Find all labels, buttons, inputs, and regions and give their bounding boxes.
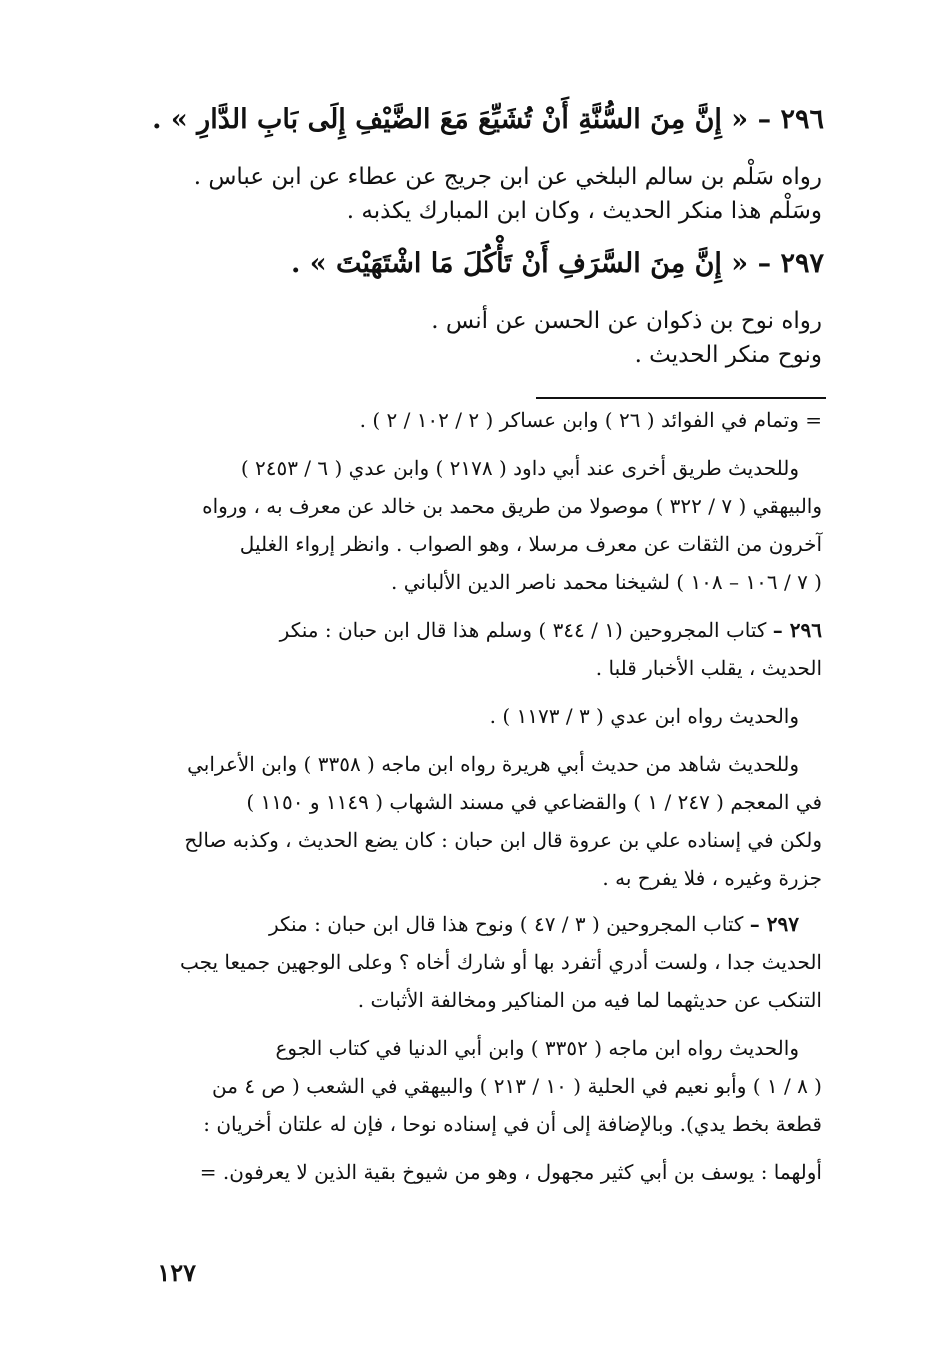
footnote-line: والحديث رواه ابن عدي ( ٣ / ١١٧٣ ) .: [489, 704, 799, 728]
footnote-number: ٢٩٦ –: [772, 618, 822, 642]
footnote-line: ولكن في إسناده علي بن عروة قال ابن حبان : كان يضع الحديث ، وكذبه صالح: [184, 828, 822, 852]
footnote-text: كتاب المجروحين (١ / ٣٤٤ ) وسلم هذا قال ابن حبان : منكر: [279, 618, 773, 642]
footnote-line: ( ٨ / ١ ) وأبو نعيم في الحلية ( ١٠ / ٢١٣ ) والبيهقي في الشعب ( ص ٤ من: [212, 1074, 822, 1098]
footnote-line: جزرة وغيره ، فلا يفرح به .: [602, 866, 822, 890]
hadith-296: ٢٩٦ – « إِنَّ مِنَ السُّنَّةِ أَنْ تُشَيِّعَ مَعَ الضَّيْفِ إِلَى بَابِ الدَّارِ » .: [152, 104, 824, 135]
footnote-297: [269, 912, 799, 936]
footnote-line: ( ٧ / ١٠٦ – ١٠٨ ) لشيخنا محمد ناصر الدين الألباني .: [391, 570, 822, 594]
hadith-297: ٢٩٧ – « إِنَّ مِنَ السَّرَفِ أَنْ تَأْكُلَ مَا اشْتَهَيْتَ » .: [290, 248, 824, 279]
footnote-line: = وتمام في الفوائد ( ٢٦ ) وابن عساكر ( ٢ / ١٠٢ / ٢ ) .: [359, 408, 822, 432]
hadith-297-narration: رواه نوح بن ذكوان عن الحسن عن أنس .: [431, 308, 822, 334]
footnote-line: وللحديث طريق أخرى عند أبي داود ( ٢١٧٨ ) وابن عدي ( ٦ / ٢٤٥٣ ): [240, 456, 799, 480]
footnote-separator: [536, 397, 826, 399]
hadith-296-narration: رواه سَلْم بن سالم البلخي عن ابن جريج عن عطاء عن ابن عباس .: [193, 164, 822, 190]
footnote-line: الحديث ، يقلب الأخبار قلبا .: [595, 656, 822, 680]
footnote-line: في المعجم ( ٢٤٧ / ١ ) والقضاعي في مسند الشهاب ( ١١٤٩ و ١١٥٠ ): [246, 790, 822, 814]
footnote-line: آخرون من الثقات عن معرف مرسلا ، وهو الصواب . وانظر إرواء الغليل: [239, 532, 822, 556]
footnote-line: والبيهقي ( ٧ / ٣٢٢ ) موصولا من طريق محمد بن خالد عن معرف به ، ورواه: [202, 494, 822, 518]
hadith-297-comment: ونوح منكر الحديث .: [634, 342, 822, 368]
footnote-line: وللحديث شاهد من حديث أبي هريرة رواه ابن ماجه ( ٣٣٥٨ ) وابن الأعرابي: [187, 752, 799, 776]
footnote-line: أولهما : يوسف بن أبي كثير مجهول ، وهو من شيوخ بقية الذين لا يعرفون. =: [199, 1160, 822, 1184]
hadith-296-comment: وسَلْم هذا منكر الحديث ، وكان ابن المبارك يكذبه .: [346, 198, 822, 224]
footnote-line: قطعة بخط يدي). وبالإضافة إلى أن في إسناده نوحا ، فإن له علتان أخريان :: [203, 1112, 822, 1136]
footnote-line: والحديث رواه ابن ماجه ( ٣٣٥٢ ) وابن أبي الدنيا في كتاب الجوع: [275, 1036, 799, 1060]
page-number: ١٢٧: [157, 1258, 196, 1287]
footnote-296: [280, 618, 822, 642]
footnote-line: الحديث جدا ، ولست أدري أتفرد بها أو شارك أخاه ؟ وعلى الوجهين جميعا يجب: [179, 950, 822, 974]
footnote-line: التنكب عن حديثهما لما فيه من المناكير ومخالفة الأثبات .: [357, 988, 822, 1012]
footnote-text: كتاب المجروحين ( ٣ / ٤٧ ) ونوح هذا قال ابن حبان : منكر: [268, 912, 750, 936]
footnote-number: ٢٩٧ –: [749, 912, 799, 936]
